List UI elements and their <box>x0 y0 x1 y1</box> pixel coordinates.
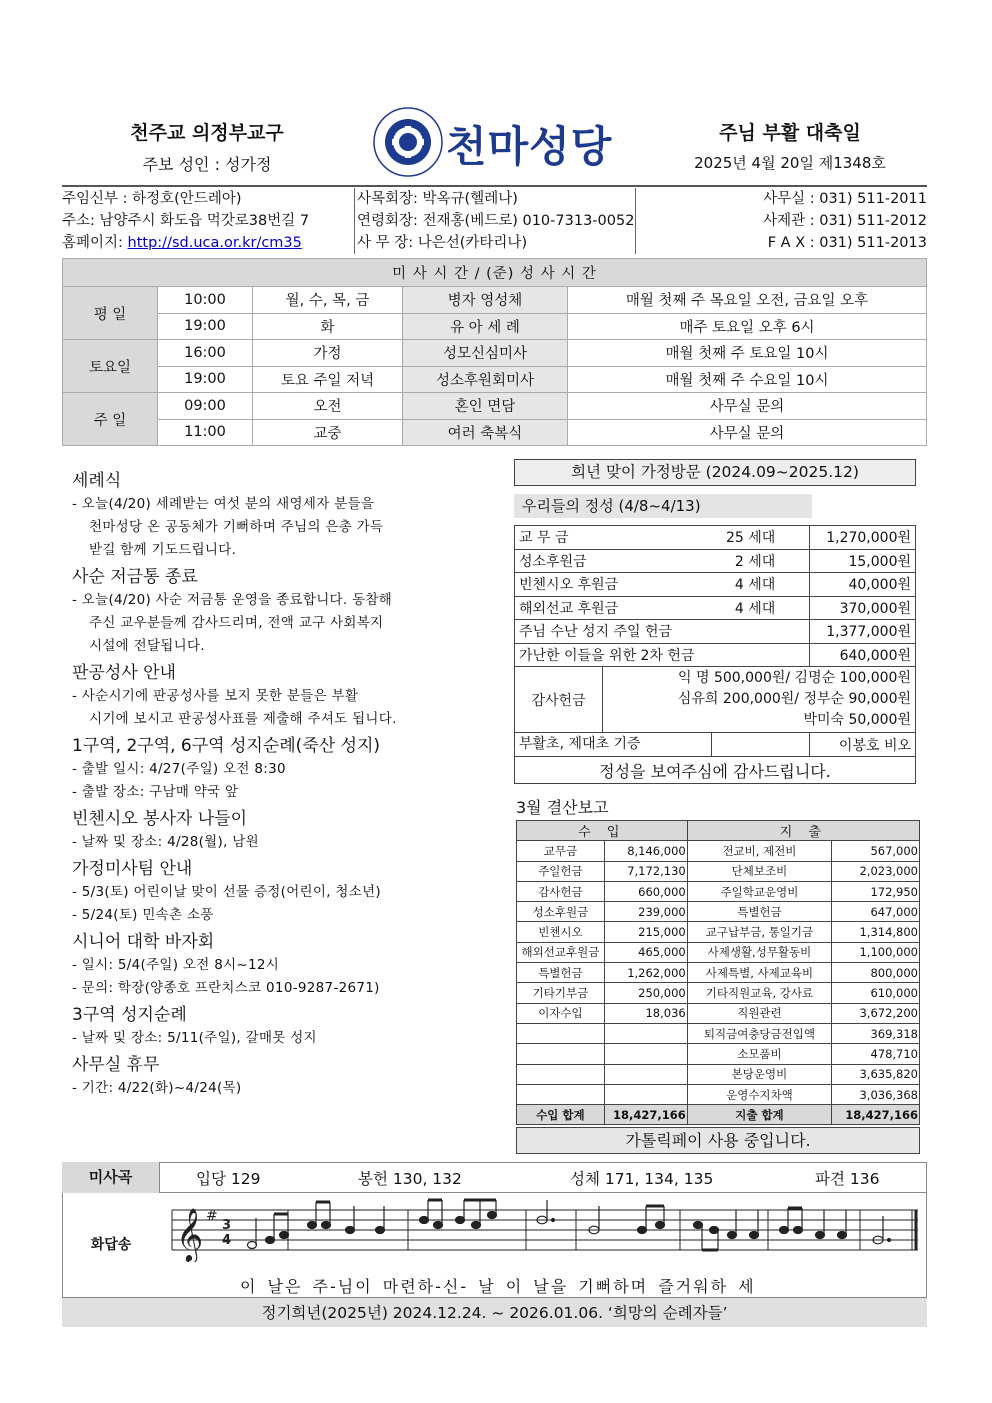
table-row <box>517 861 920 881</box>
svg-text:4: 4 <box>222 1233 232 1248</box>
music-staff-icon <box>170 1198 920 1262</box>
income-label: 특별헌금 <box>517 963 605 983</box>
notice-lent-box <box>72 562 492 658</box>
table-row <box>515 757 916 784</box>
hymn-label: 미사곡 <box>62 1162 160 1193</box>
address: 주소: 남양주시 화도읍 먹갓로38번길 7 <box>62 213 310 229</box>
expense-label: 퇴직금여충당금전입액 <box>687 1023 831 1043</box>
expense-amount: 2,023,000 <box>832 861 920 881</box>
notice-pilgrimage-1 <box>72 731 492 804</box>
offering-label: 가난한 이들을 위한 2차 헌금 <box>515 643 810 667</box>
expense-label: 사제특별, 사제교육비 <box>687 963 831 983</box>
offering-label: 주님 수난 성지 주일 헌금 <box>515 620 810 644</box>
sacrament-time: 사무실 문의 <box>568 419 927 446</box>
bulletin-saint: 주보 성인 : 성가정 <box>142 155 272 174</box>
table-row <box>63 393 927 420</box>
offering-amount: 640,000원 <box>810 643 916 667</box>
expense-amount: 1,100,000 <box>832 942 920 962</box>
mass-time: 11:00 <box>158 419 253 446</box>
notice-line: - 출발 장소: 구남매 약국 앞 <box>72 784 239 800</box>
total-income-label: 수입 합계 <box>517 1105 605 1125</box>
income-label: 기타기부금 <box>517 983 605 1003</box>
expense-amount: 3,036,368 <box>832 1084 920 1104</box>
table-row <box>63 313 927 340</box>
svg-text:3: 3 <box>222 1218 232 1233</box>
mass-time: 10:00 <box>158 287 253 314</box>
catholic-pay-banner: 가톨릭페이 사용 중입니다. <box>516 1127 920 1154</box>
income-label: 성소후원금 <box>517 902 605 922</box>
table-row <box>517 1084 920 1104</box>
income-amount <box>604 1023 687 1043</box>
day-sunday: 주 일 <box>63 393 158 446</box>
offering-row <box>515 526 810 550</box>
table-row <box>515 526 916 550</box>
income-label: 교무금 <box>517 841 605 861</box>
hymn-offertory: 봉헌 130, 132 <box>358 1170 462 1188</box>
expense-amount: 567,000 <box>832 841 920 861</box>
notice-line: 시설에 전달됩니다. <box>89 638 205 654</box>
expense-label: 기타직원교육, 강사료 <box>687 983 831 1003</box>
thanks-offering-list <box>603 667 916 733</box>
homepage-label: 홈페이지: <box>62 235 128 251</box>
expense-label: 단체보조비 <box>687 861 831 881</box>
notice-vincent <box>72 804 492 854</box>
income-amount: 250,000 <box>604 983 687 1003</box>
sacrament-time: 사무실 문의 <box>568 393 927 420</box>
info-column-phones <box>640 188 927 254</box>
table-row <box>517 942 920 962</box>
expense-amount: 3,672,200 <box>832 1003 920 1023</box>
offering-amount: 15,000원 <box>810 549 916 573</box>
table-row <box>63 287 927 314</box>
notice-line: - 5/24(토) 민속촌 소풍 <box>72 907 214 923</box>
parish-name: 천마성당 <box>446 122 613 171</box>
table-row <box>517 983 920 1003</box>
hymn-entrance: 입당 129 <box>196 1170 261 1188</box>
sacrament-name: 유 아 세 례 <box>403 313 568 340</box>
expense-label: 본당운영비 <box>687 1064 831 1084</box>
notice-title: 판공성사 안내 <box>72 663 176 683</box>
notice-line: 시기에 보시고 판공성사표를 제출해 주셔도 됩니다. <box>89 711 397 727</box>
expense-label: 전교비, 제전비 <box>687 841 831 861</box>
table-row <box>63 340 927 367</box>
hymn-communion: 성체 171, 134, 135 <box>570 1170 714 1188</box>
svg-text:𝄞: 𝄞 <box>176 1207 204 1261</box>
expense-header: 지 출 <box>687 821 919 841</box>
report-title: 3월 결산보고 <box>516 798 609 817</box>
income-label: 빈첸시오 <box>517 922 605 942</box>
offering-amount: 40,000원 <box>810 573 916 597</box>
easter-candle-label: 부활초, 제대초 기증 <box>515 733 712 756</box>
income-amount: 660,000 <box>604 881 687 901</box>
income-amount: 8,146,000 <box>604 841 687 861</box>
income-amount: 465,000 <box>604 942 687 962</box>
mass-label: 오전 <box>253 393 403 420</box>
table-row <box>517 1064 920 1084</box>
day-weekday: 평 일 <box>63 287 158 340</box>
thanks-offering-label: 감사헌금 <box>515 667 603 733</box>
diocese-title: 천주교 의정부교구 <box>130 122 284 144</box>
offering-amount: 1,270,000원 <box>810 526 916 550</box>
income-label: 이자수입 <box>517 1003 605 1023</box>
table-row <box>517 841 920 861</box>
table-row <box>515 573 916 597</box>
mass-schedule-table <box>62 258 927 446</box>
mass-time: 16:00 <box>158 340 253 367</box>
notice-title: 1구역, 2구역, 6구역 성지순례(죽산 성지) <box>72 736 381 756</box>
sacrament-name: 성모신심미사 <box>403 340 568 367</box>
offering-count: 2 세대 <box>734 553 776 570</box>
table-row <box>517 922 920 942</box>
sacrament-name: 성소후원회미사 <box>403 366 568 393</box>
offering-row <box>515 549 810 573</box>
offering-label: 교 무 금 <box>519 530 569 547</box>
mass-time: 09:00 <box>158 393 253 420</box>
expense-amount: 3,635,820 <box>832 1064 920 1084</box>
parish-logo-icon <box>372 106 444 178</box>
notice-office-closed <box>72 1050 492 1100</box>
table-row <box>517 881 920 901</box>
offering-count: 25 세대 <box>726 530 776 547</box>
income-label: 감사헌금 <box>517 881 605 901</box>
expense-label: 소모품비 <box>687 1044 831 1064</box>
notice-line: - 날짜 및 장소: 5/11(주일), 갈매못 성지 <box>72 1030 317 1046</box>
table-row <box>517 963 920 983</box>
sacrament-name: 혼인 면담 <box>403 393 568 420</box>
notice-title: 빈첸시오 봉사자 나들이 <box>72 809 248 829</box>
thanks-offering-line: 심유희 200,000원/ 정부순 90,000원 <box>677 691 911 707</box>
mass-table-header: 미 사 시 간 / (준) 성 사 시 간 <box>63 259 927 287</box>
sacrament-name: 병자 영성체 <box>403 287 568 314</box>
table-row <box>517 1044 920 1064</box>
notice-line: - 오늘(4/20) 세례받는 여섯 분의 새영세자 분들을 <box>72 496 375 512</box>
notice-line: 주신 교우분들께 감사드리며, 전액 교구 사회복지 <box>89 615 384 631</box>
info-column-council <box>354 188 636 254</box>
table-row <box>63 419 927 446</box>
offering-title: 우리들의 정성 (4/8~4/13) <box>514 494 812 518</box>
offering-count: 4 세대 <box>734 577 776 594</box>
income-amount <box>604 1084 687 1104</box>
easter-candle-donor: 이봉호 비오 <box>810 733 916 757</box>
psalm-label: 화답송 <box>90 1237 132 1253</box>
office-manager: 사 무 장: 나은선(카타리나) <box>357 235 528 251</box>
thanks-offering-line: 익 명 500,000원/ 김명순 100,000원 <box>678 670 911 686</box>
notice-family-mass <box>72 854 492 927</box>
hymn-dismissal: 파견 136 <box>815 1170 880 1188</box>
expense-amount: 647,000 <box>832 902 920 922</box>
sacrament-time: 매주 토요일 오후 6시 <box>568 313 927 340</box>
income-amount: 7,172,130 <box>604 861 687 881</box>
mass-label: 가정 <box>253 340 403 367</box>
mass-label: 토요 주일 저녁 <box>253 366 403 393</box>
notice-pilgrimage-3 <box>72 1000 492 1050</box>
notice-baptism <box>72 466 492 562</box>
svg-text:#: # <box>206 1208 218 1224</box>
mass-label: 교중 <box>253 419 403 446</box>
income-label <box>517 1064 605 1084</box>
total-expense: 18,427,166 <box>832 1105 920 1125</box>
expense-label: 운영수지차액 <box>687 1084 831 1104</box>
notice-line: - 사순시기에 판공성사를 보지 못한 분들은 부활 <box>72 688 359 704</box>
income-label <box>517 1084 605 1104</box>
income-amount <box>604 1044 687 1064</box>
offering-label: 성소후원금 <box>519 553 587 570</box>
expense-label: 특별헌금 <box>687 902 831 922</box>
mass-time: 19:00 <box>158 313 253 340</box>
mass-time: 19:00 <box>158 366 253 393</box>
offering-amount: 370,000원 <box>810 596 916 620</box>
table-row <box>517 821 920 841</box>
notice-title: 가정미사팀 안내 <box>72 859 193 879</box>
income-label <box>517 1023 605 1043</box>
offering-label: 해외선교 후원금 <box>519 600 619 617</box>
office-phone: 사무실 : 031) 511-2011 <box>763 191 927 207</box>
info-column-pastor <box>62 188 352 254</box>
expense-label: 직원관련 <box>687 1003 831 1023</box>
sacrament-time: 매월 첫째 주 토요일 10시 <box>568 340 927 367</box>
table-row <box>515 643 916 667</box>
income-label: 해외선교후원금 <box>517 942 605 962</box>
income-amount: 1,262,000 <box>604 963 687 983</box>
notice-title: 3구역 성지순례 <box>72 1005 187 1025</box>
table-row <box>517 902 920 922</box>
psalm-lyrics: 이 날은 주-님이 마련하-신- 날 이 날을 기뻐하며 즐거워하 세 <box>240 1277 756 1296</box>
notice-line: - 출발 일시: 4/27(주일) 오전 8:30 <box>72 761 286 777</box>
fax: F A X : 031) 511-2013 <box>767 235 927 251</box>
table-row <box>515 596 916 620</box>
financial-report-table <box>516 820 920 1125</box>
day-saturday: 토요일 <box>63 340 158 393</box>
notices-column <box>72 466 492 1100</box>
table-row <box>515 620 916 644</box>
total-income: 18,427,166 <box>604 1105 687 1125</box>
notice-line: 천마성당 온 공동체가 기뻐하며 주님의 은총 가득 <box>89 519 384 535</box>
jubilee-banner: 정기희년(2025년) 2024.12.24. ~ 2026.01.06. ‘희망의 순례자들’ <box>62 1297 927 1327</box>
expense-label: 주일학교운영비 <box>687 881 831 901</box>
offering-count: 4 세대 <box>734 600 776 617</box>
expense-label: 교구납부금, 통일기금 <box>687 922 831 942</box>
notice-line: 받길 함께 기도드립니다. <box>89 542 237 558</box>
income-amount: 18,036 <box>604 1003 687 1023</box>
expense-amount: 172,950 <box>832 881 920 901</box>
income-label <box>517 1044 605 1064</box>
notice-line: - 기간: 4/22(화)~4/24(목) <box>72 1080 242 1096</box>
homepage <box>62 232 352 254</box>
notice-senior-bazaar <box>72 927 492 1000</box>
income-amount: 215,000 <box>604 922 687 942</box>
notice-title: 사무실 휴무 <box>72 1055 160 1075</box>
offering-label: 빈첸시오 후원금 <box>519 577 619 594</box>
sacrament-time: 매월 첫째 주 목요일 오전, 금요일 오후 <box>568 287 927 314</box>
sacrament-time: 매월 첫째 주 수요일 10시 <box>568 366 927 393</box>
homepage-link[interactable]: http://sd.uca.or.kr/cm35 <box>127 235 302 251</box>
table-row <box>515 733 916 757</box>
table-row <box>515 549 916 573</box>
notice-confession <box>72 658 492 731</box>
table-row <box>63 366 927 393</box>
table-row <box>515 667 916 733</box>
federation-president: 연령회장: 전재홍(베드로) 010-7313-0052 <box>357 213 635 229</box>
notice-title: 시니어 대학 바자회 <box>72 932 215 952</box>
offering-amount: 1,377,000원 <box>810 620 916 644</box>
mass-label: 화 <box>253 313 403 340</box>
income-label: 주일헌금 <box>517 861 605 881</box>
total-expense-label: 지출 합계 <box>687 1105 831 1125</box>
expense-amount: 610,000 <box>832 983 920 1003</box>
easter-candle-row <box>515 733 810 757</box>
table-row <box>517 1105 920 1125</box>
expense-amount: 1,314,800 <box>832 922 920 942</box>
issue-date: 2025년 4월 20일 제1348호 <box>694 154 886 172</box>
notice-line: - 일시: 5/4(주일) 오전 8시~12시 <box>72 957 280 973</box>
sacrament-name: 여러 축복식 <box>403 419 568 446</box>
feast-title: 주님 부활 대축일 <box>719 122 861 144</box>
expense-label: 사제생활,성무활동비 <box>687 942 831 962</box>
offering-row <box>515 573 810 597</box>
expense-amount: 369,318 <box>832 1023 920 1043</box>
rectory-phone: 사제관 : 031) 511-2012 <box>763 213 927 229</box>
expense-amount: 478,710 <box>832 1044 920 1064</box>
family-visit-banner: 희년 맞이 가정방문 (2024.09~2025.12) <box>514 459 916 486</box>
income-amount <box>604 1064 687 1084</box>
notice-title: 세례식 <box>72 471 122 491</box>
hymn-row <box>62 1162 927 1193</box>
mass-label: 월, 수, 목, 금 <box>253 287 403 314</box>
offering-table <box>514 525 916 784</box>
notice-line: - 오늘(4/20) 사순 저금통 운영을 종료합니다. 동참해 <box>72 592 393 608</box>
notice-line: - 5/3(토) 어린이날 맞이 선물 증정(어린이, 청소년) <box>72 884 382 900</box>
expense-amount: 800,000 <box>832 963 920 983</box>
notice-line: - 문의: 학장(양종호 프란치스코 010-9287-2671) <box>72 980 380 996</box>
income-amount: 239,000 <box>604 902 687 922</box>
pastor: 주임신부 : 하정호(안드레아) <box>62 191 242 207</box>
header-divider <box>62 185 927 187</box>
offering-row <box>515 596 810 620</box>
council-president: 사목회장: 박옥규(헬레나) <box>357 191 518 207</box>
table-row <box>517 1023 920 1043</box>
thanks-offering-line: 박미숙 50,000원 <box>803 712 911 728</box>
offering-thanks: 정성을 보여주심에 감사드립니다. <box>515 757 916 784</box>
notice-line: - 날짜 및 장소: 4/28(월), 남원 <box>72 834 259 850</box>
notice-title: 사순 저금통 종료 <box>72 567 198 587</box>
income-header: 수 입 <box>517 821 688 841</box>
table-row <box>517 1003 920 1023</box>
